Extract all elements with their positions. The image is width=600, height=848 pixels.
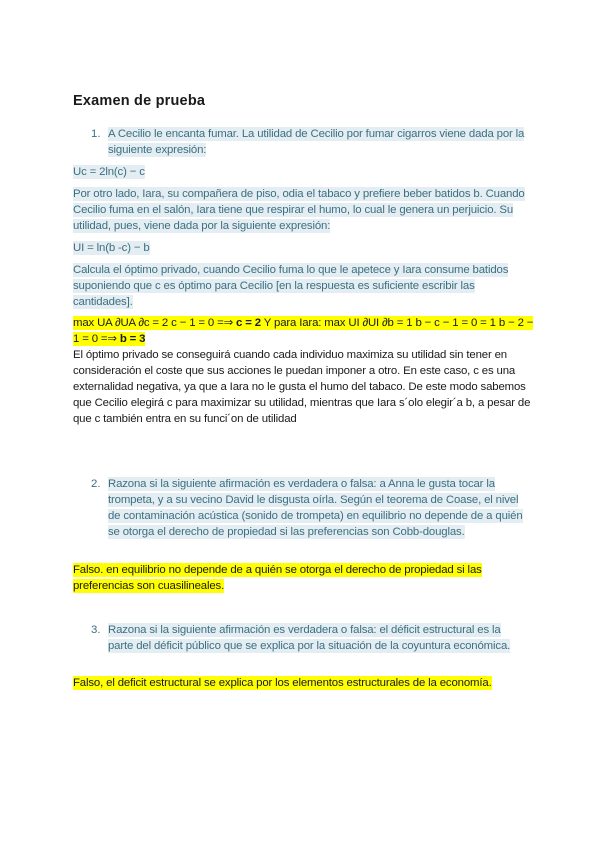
question-2-answer: Falso. en equilibrio no depende de a quién se otorga el derecho de propiedad si las preferencias son cuasilineales. xyxy=(73,564,482,592)
question-1-number: 1. xyxy=(91,128,101,140)
question-1-answer: max UA ∂UA ∂c = 2 c − 1 = 0 =⇒ c = 2 Y para Iara: max UI ∂UI ∂b = 1 b − c − 1 = 0 = 1 b − 2 − 1 = 0 =⇒ b = 3 xyxy=(73,317,534,345)
equation-uc: Uc = 2ln(c) − c xyxy=(73,166,145,178)
page-title: Examen de prueba xyxy=(73,93,206,109)
question-1-context: Por otro lado, Iara, su compañera de piso, odia el tabaco y prefiere beber batidos b. Cuando Cecilio fuma en el salón, Iara tiene que respirar el humo, lo cual le genera un perjuicio. Su utilidad, pues, viene dada por la siguiente expresión: xyxy=(73,188,525,232)
equation-ui: UI = ln(b -c) − b xyxy=(73,242,150,254)
question-3-number: 3. xyxy=(91,624,101,636)
question-1-text: A Cecilio le encanta fumar. La utilidad de Cecilio por fumar cigarros viene dada por la siguiente expresión: xyxy=(108,128,525,156)
question-1-prompt: Calcula el óptimo privado, cuando Cecilio fuma lo que le apetece y Iara consume batidos suponiendo que c es óptimo para Cecilio [en la respuesta es suficiente escribir las cantidades]. xyxy=(73,264,509,308)
question-1-explanation: El óptimo privado se conseguirá cuando cada individuo maximiza su utilidad sin tener en consideración el coste que sus acciones le puedan imponer a otro. En este caso, c es una externalidad negativa, ya que a Iara no le gusta el humo del tabaco. De este modo sabemos que Cecilio elegirá c para maximizar su utilidad, mientras que Iara s´olo elegir´a b, a pesar de que c también entra en su funci´on de utilidad xyxy=(73,349,531,425)
question-3-text: Razona si la siguiente afirmación es verdadera o falsa: el déficit estructural es la parte del déficit público que se explica por la situación de la coyuntura económica. xyxy=(108,624,511,652)
question-2-text: Razona si la siguiente afirmación es verdadera o falsa: a Anna le gusta tocar la trompeta, y a su vecino David le disgusta oírla. Según el teorema de Coase, el nivel de contaminación acústica (sonido de trompeta) en equilibrio no depende de a quién se otorga el derecho de propiedad si las preferencias son Cobb-douglas. xyxy=(108,478,523,538)
question-3-answer: Falso, el deficit estructural se explica por los elementos estructurales de la economía. xyxy=(73,677,492,689)
answer-c-value: c = 2 xyxy=(236,317,261,329)
answer-b-value: b = 3 xyxy=(119,333,146,345)
question-2-number: 2. xyxy=(91,478,101,490)
